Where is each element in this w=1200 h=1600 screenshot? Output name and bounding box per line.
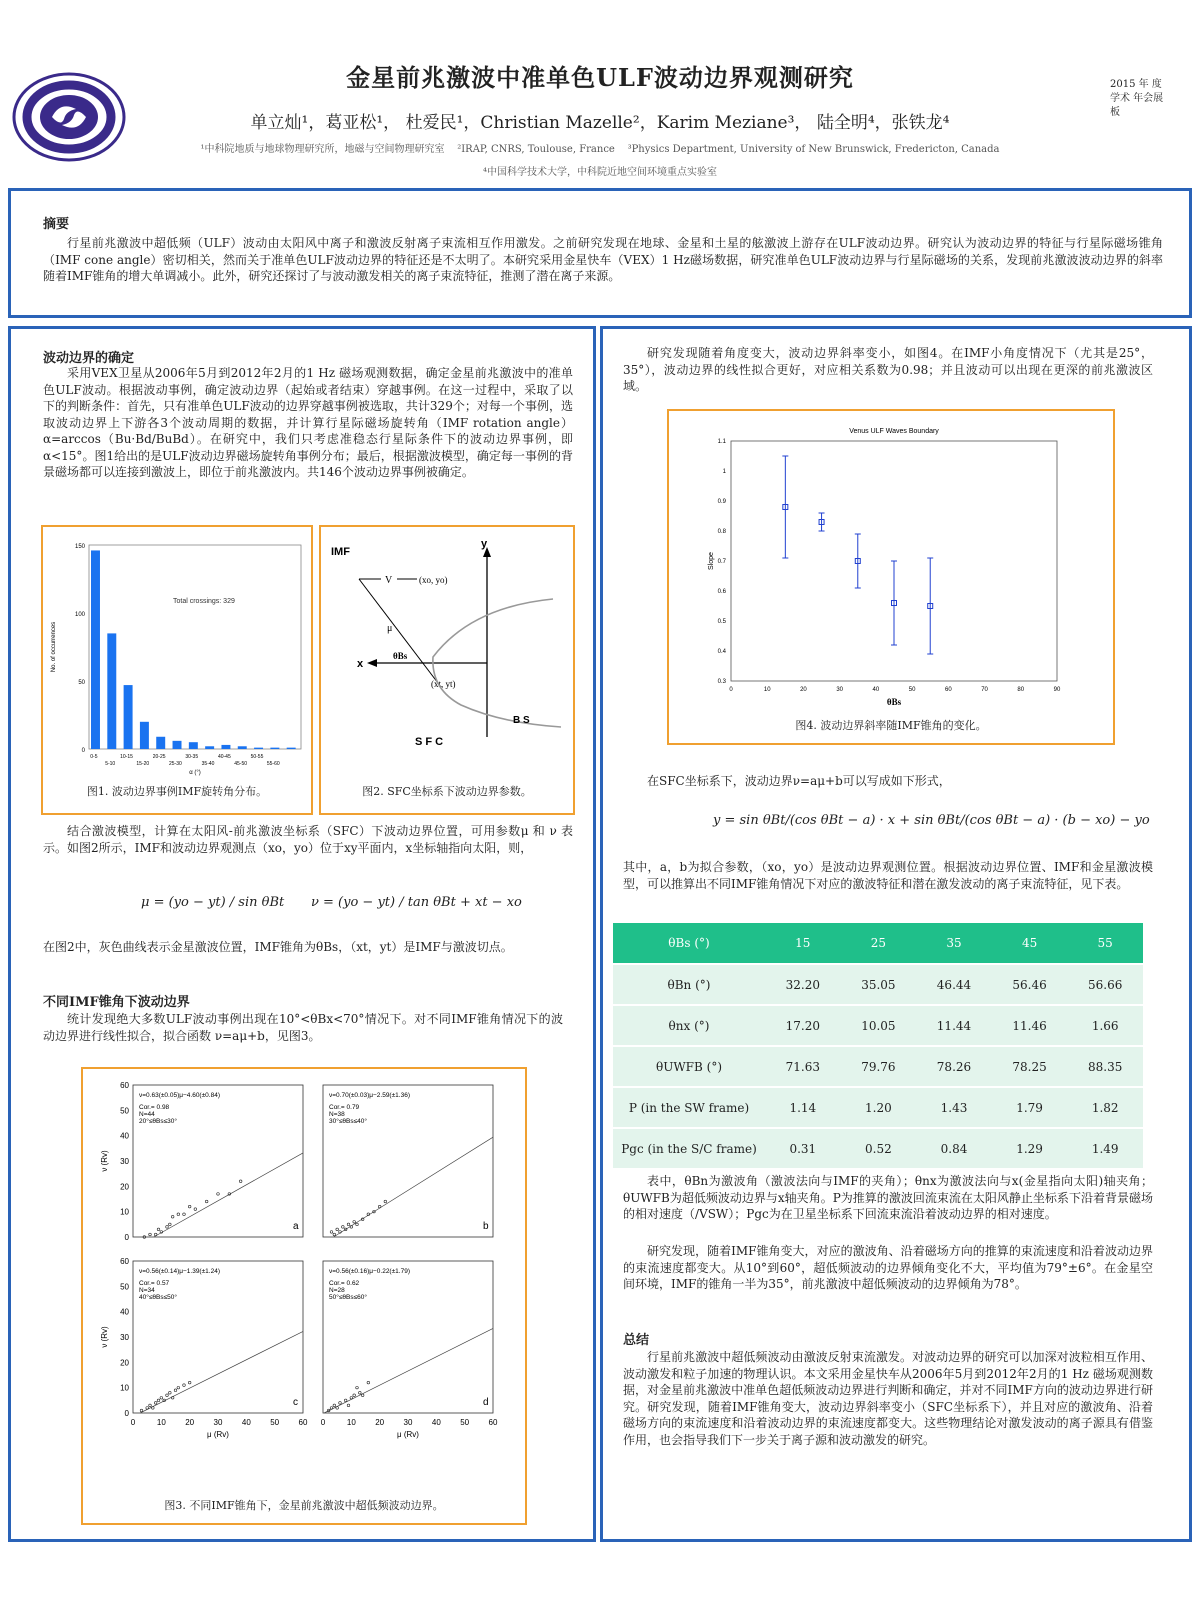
fig3-panel-label: d [483, 1397, 489, 1408]
table-cell: 1.49 [1067, 1128, 1143, 1168]
fig4-x-tick-label: 70 [981, 687, 988, 693]
fig3-y-axis-label: ν (Rv) [100, 1326, 109, 1348]
fig3-data-point [157, 1228, 160, 1231]
fig3-angle-range: 40°≤θBs≤50° [139, 1294, 177, 1301]
fig3-data-point [330, 1231, 333, 1234]
fig3-data-point [140, 1409, 143, 1412]
figure-2-caption: 图2. SFC坐标系下波动边界参数。 [362, 785, 532, 798]
fig4-y-tick-label: 0.9 [717, 499, 726, 505]
fig3-x-tick-label: 20 [375, 1418, 385, 1427]
fig3-data-point [177, 1386, 180, 1389]
fig3-data-point [239, 1180, 242, 1183]
fig3-y-tick-label: 30 [120, 1157, 129, 1166]
label-observation-point: (xo, yo) [419, 575, 448, 585]
fig3-data-point [361, 1394, 364, 1397]
label-mu: μ [387, 623, 393, 634]
fig3-data-point [177, 1213, 180, 1216]
table-cell: 32.20 [765, 964, 841, 1005]
label-theta-bs: θBs [393, 651, 408, 661]
table-cell: 56.46 [992, 964, 1068, 1005]
fig3-count: N=38 [329, 1111, 345, 1118]
right-column [600, 326, 1192, 1542]
fig3-data-point [152, 1407, 155, 1410]
fig3-fit-equation: ν=0.70(±0.03)μ−2.59(±1.36) [329, 1092, 410, 1099]
fig4-title: Venus ULF Waves Boundary [849, 428, 939, 435]
table-cell: 35.05 [841, 964, 917, 1005]
section-wave-boundary-text: 采用VEX卫星从2006年5月到2012年2月的1 Hz 磁场观测数据，确定金星前兆激波中的准单色ULF波动。根据波动事例，确定波动边界（起始或者结束）穿越事例。在这一过程中，采取了以下的判断条件：首先，只有准单色ULF波动的边界穿越事例被选取，共计329个；对每一个事例，选取波动边界上下游各3个波动周期的数据，并计算行星际磁场旋转角（IMF rotation angle）α=arccos（Bu·Bd/BuBd）。在研究中，我们只考虑准稳态行星际条件下的波动边界事例，即α<15°。图1给出的是ULF波动边界磁场旋转角事例分布；最后，根据激波模型，确定每一事例的背景磁场都可以连接到激波上，即位于前兆激波内。共146个波动边界事例被确定。 [43, 366, 573, 479]
fig1-x-tick-label: 5-10 [105, 761, 116, 767]
fig4-x-tick-label: 90 [1053, 687, 1061, 693]
fig3-y-tick-label: 60 [120, 1081, 129, 1090]
fig3-y-tick-label: 50 [120, 1106, 129, 1116]
fig3-panel-label: b [483, 1221, 489, 1232]
section-cone-angle-title: 不同IMF锥角下波动边界 [43, 995, 190, 1010]
fig1-x-axis-label: α (°) [189, 770, 201, 776]
fig3-y-tick-label: 10 [120, 1383, 129, 1393]
table-cell: 46.44 [916, 964, 992, 1005]
fig3-data-point [384, 1200, 387, 1203]
abstract-box [8, 188, 1192, 318]
fig3-count: N=34 [139, 1287, 155, 1294]
fig3-y-tick-label: 60 [120, 1257, 129, 1266]
fig1-bar [238, 746, 247, 749]
fig3-data-point [344, 1399, 347, 1402]
fig3-fit-line [333, 1137, 493, 1237]
label-imf: IMF [331, 546, 350, 558]
fig3-y-tick-label: 40 [120, 1307, 129, 1317]
fig1-plot-frame [89, 545, 301, 749]
fig1-bar [221, 745, 230, 749]
fig3-y-axis-label: ν (Rv) [100, 1150, 109, 1172]
fig3-x-tick-label: 10 [156, 1418, 166, 1427]
fig3-x-tick-label: 40 [431, 1418, 441, 1427]
fig1-x-tick-label: 30-35 [185, 754, 199, 760]
fig1-bar [156, 737, 165, 749]
fig3-y-tick-label: 20 [120, 1182, 129, 1192]
fig3-data-point [188, 1381, 191, 1384]
fig1-x-tick-label: 15-20 [136, 761, 150, 767]
fig3-data-point [146, 1407, 149, 1410]
fig3-angle-range: 50°≤θBs≤60° [329, 1294, 367, 1301]
equation-y: y = sin θBt/(cos θBt − a) · x + sin θBt/(cos θBt − a) · (b − xo) − yo [713, 813, 1150, 828]
table-cell: 11.44 [916, 1005, 992, 1046]
table-cell: 88.35 [1067, 1046, 1143, 1087]
fig3-panel-label: a [293, 1221, 299, 1232]
table-cell: 1.66 [1067, 1005, 1143, 1046]
figure-4-caption: 图4. 波动边界斜率随IMF锥角的变化。 [795, 719, 987, 732]
parameter-text: 其中，a，b为拟合参数，（xo，yo）是波动边界观测位置。根据波动边界位置、IMF和金星激波模型，可以推算出不同IMF锥角情况下对应的激波特征和潜在激发波动的离子束流特征，见下表。 [623, 860, 1153, 891]
fig4-y-tick-label: 0.8 [717, 529, 726, 535]
label-y-axis: y [481, 538, 488, 550]
fig1-x-tick-label: 40-45 [217, 754, 231, 760]
fig4-y-tick-label: 0.6 [717, 589, 726, 595]
fig1-bar [124, 685, 133, 749]
affiliation-1: ¹中科院地质与地球物理研究所，地磁与空间物理研究室 [200, 144, 445, 155]
fig1-x-tick-label: 55-60 [266, 761, 280, 767]
fig3-data-point [342, 1226, 345, 1229]
table-cell: P (in the SW frame) [613, 1087, 765, 1128]
fig1-x-tick-label: 0-5 [90, 754, 98, 760]
table-cell: 56.66 [1067, 964, 1143, 1005]
results-table [613, 923, 1143, 1168]
table-cell: 0.52 [841, 1128, 917, 1168]
fig3-data-point [169, 1223, 172, 1226]
affiliation-4: ⁴中国科学技术大学，中科院近地空间环境重点实验室 [482, 167, 717, 178]
fig4-x-tick-label: 10 [763, 687, 771, 693]
fig3-x-tick-label: 60 [298, 1418, 308, 1427]
table-cell: 1.14 [765, 1087, 841, 1128]
fig3-data-point [347, 1223, 350, 1226]
fig3-data-point [333, 1404, 336, 1407]
fig3-data-point [336, 1228, 339, 1231]
sfc-text: 结合激波模型，计算在太阳风-前兆激波坐标系（SFC）下波动边界位置，可用参数μ 和 ν 表示。如图2所示，IMF和波动边界观测点（xo，yo）位于xy平面内，x坐标轴指向太阳，则， [43, 824, 573, 855]
fig3-data-point [378, 1205, 381, 1208]
fig3-data-point [339, 1402, 342, 1405]
fig3-data-point [356, 1386, 359, 1389]
table-row [613, 964, 1143, 1005]
figure-1 [41, 525, 313, 815]
fig3-data-point [171, 1215, 174, 1218]
fig1-x-tick-label: 45-50 [234, 761, 248, 767]
fig3-x-tick-label: 30 [213, 1418, 223, 1427]
fig4-y-tick-label: 0.7 [717, 559, 726, 565]
fig3-data-point [333, 1233, 336, 1236]
figure-1-chart [43, 527, 311, 777]
fig3-data-point [149, 1233, 152, 1236]
fig3-data-point [353, 1394, 356, 1397]
fig3-x-tick-label: 40 [241, 1418, 251, 1427]
fig3-y-tick-label: 20 [120, 1358, 129, 1368]
fig3-x-tick-label: 10 [346, 1418, 356, 1427]
table-cell: 78.26 [916, 1046, 992, 1087]
figure-3-chart [83, 1069, 525, 1489]
fig3-x-tick-label: 0 [130, 1418, 136, 1427]
fig1-y-tick-label: 100 [74, 612, 85, 618]
fig3-angle-range: 20°≤θBs≤30° [139, 1118, 177, 1125]
fig1-x-tick-label: 25-30 [169, 761, 182, 767]
table-cell: 11.46 [992, 1005, 1068, 1046]
affiliations-line-1 [120, 140, 1080, 155]
fig3-correlation: Cor.= 0.98 [139, 1104, 170, 1111]
fig3-x-axis-label: μ (Rv) [397, 1430, 419, 1439]
fig3-x-tick-label: 30 [403, 1418, 413, 1427]
table-cell: θnx (°) [613, 1005, 765, 1046]
author-list: 单立灿¹，葛亚松¹， 杜爱民¹，Christian Mazelle²，Karim Meziane³， 陆全明⁴，张铁龙⁴ [250, 113, 950, 133]
table-header-cell: 45 [992, 923, 1068, 964]
fig3-data-point [217, 1193, 220, 1196]
fig3-correlation: Cor.= 0.62 [329, 1280, 360, 1287]
table-cell: 78.25 [992, 1046, 1068, 1087]
section-wave-boundary-title: 波动边界的确定 [43, 351, 135, 366]
fig1-y-axis-label: No. of occurrences [51, 621, 57, 673]
fig3-y-tick-label: 10 [120, 1207, 129, 1217]
table-header-cell: 55 [1067, 923, 1143, 964]
fig3-data-point [157, 1399, 160, 1402]
fig3-data-point [194, 1208, 197, 1211]
fig4-y-tick-label: 1 [722, 469, 726, 475]
fig1-bar [287, 748, 296, 749]
fig3-data-point [166, 1226, 169, 1229]
table-cell: 1.20 [841, 1087, 917, 1128]
fig3-y-tick-label: 0 [124, 1409, 129, 1418]
fig4-y-tick-label: 1.1 [717, 439, 726, 445]
fig3-data-point [330, 1407, 333, 1410]
conference-note: 2015 年 度学术 年会展 板 [1110, 79, 1164, 118]
abstract-text: 行星前兆激波中超低频（ULF）波动由太阳风中离子和激波反射离子束流相互作用激发。之前研究发现在地球、金星和土星的舷激波上游存在ULF波动边界。研究认为波动边界的特征与行星际磁场锥角（IMF cone angle）密切相关，然而关于准单色ULF波动边界的特征还是不太明了。本研究采用金星快车（VEX）1 Hz磁场数据，研究准单色ULF波动边界与行星际磁场的关系，发现前兆激波波动边界的斜率随着IMF锥角的增大单调减小。此外，研究还探讨了与波动激发相关的离子束流特征，推测了潜在离子来源。 [43, 236, 1163, 283]
sfc-form-text: 在SFC坐标系下，波动边界ν=aμ+b可以写成如下形式， [647, 774, 951, 788]
figure-4 [667, 409, 1115, 745]
fig1-bar [91, 550, 100, 749]
table-row [613, 1046, 1143, 1087]
figure-2-sfc-diagram [321, 527, 573, 777]
fig3-x-axis-label: μ (Rv) [207, 1430, 229, 1439]
fig1-bar [140, 722, 149, 749]
table-cell: Pgc (in the S/C frame) [613, 1128, 765, 1168]
fig3-y-tick-label: 40 [120, 1131, 129, 1141]
fig1-bar [254, 748, 263, 749]
fig4-y-tick-label: 0.5 [717, 619, 726, 625]
abstract-title: 摘要 [43, 217, 70, 232]
slope-intro-text: 研究发现随着角度变大，波动边界斜率变小，如图4。在IMF小角度情况下（尤其是25°，35°），波动边界的线性拟合更好，对应相关系数为0.98；并且波动可以出现在更深的前兆激波区域。 [623, 346, 1153, 393]
fig3-fit-equation: ν=0.56(±0.14)μ−1.39(±1.24) [139, 1268, 220, 1275]
fig3-data-point [169, 1391, 172, 1394]
fig3-x-tick-label: 50 [270, 1418, 280, 1427]
fig3-fit-line [324, 1328, 493, 1413]
fig1-x-tick-label: 35-40 [201, 761, 215, 767]
left-column [8, 326, 596, 1542]
figure-2 [319, 525, 575, 815]
fig4-y-axis-label: Slope [708, 552, 715, 570]
label-sfc: S F C [415, 736, 444, 748]
table-cell: 79.76 [841, 1046, 917, 1087]
table-cell: 1.43 [916, 1087, 992, 1128]
fig3-data-point [154, 1233, 157, 1236]
section-cone-angle-text: 统计发现绝大多数ULF波动事例出现在10°<θBx<70°情况下。对不同IMF锥角情况下的波动边界进行线性拟合，拟合函数 ν=aμ+b，见图3。 [43, 1012, 563, 1043]
fig1-annotation: Total crossings: 329 [173, 598, 235, 605]
table-cell: 17.20 [765, 1005, 841, 1046]
table-header-cell: θBs (°) [613, 923, 765, 964]
poster-title: 金星前兆激波中准单色ULF波动边界观测研究 [346, 63, 854, 92]
fig3-fit-line [140, 1331, 303, 1413]
table-row [613, 1087, 1143, 1128]
fig3-x-tick-label: 0 [320, 1418, 326, 1427]
fig1-bar [205, 746, 214, 749]
summary-text: 行星前兆激波中超低频波动由激波反射束流激发。对波动边界的研究可以加深对波粒相互作用、波动激发和粒子加速的物理认识。本文采用金星快车从2006年5月到2012年2月的1 Hz 磁场观测数据，对金星前兆激波中准单色超低频波动边界进行判断和确定，并对不同IMF方向的波动边界进行研究。研究发现，随着IMF锥角变大，波动边界斜率变小（SFC坐标系下），并且对应的激波角、沿着磁场方向的束流速度和沿着波动边界的束流速度都变大。这些物理结论对激发波动的离子源具有借鉴作用，也会指导我们下一步关于离子源和波动激发的研究。 [623, 1350, 1153, 1447]
fig3-data-point [160, 1397, 163, 1400]
fig1-x-tick-label: 50-55 [250, 754, 264, 760]
figure-4-chart [669, 411, 1113, 711]
fig3-data-point [183, 1213, 186, 1216]
figure-1-caption: 图1. 波动边界事例IMF旋转角分布。 [86, 785, 268, 798]
fig3-data-point [149, 1404, 152, 1407]
fig3-data-point [174, 1389, 177, 1392]
fig4-y-tick-label: 0.4 [717, 649, 726, 655]
fig4-x-tick-label: 60 [944, 687, 952, 693]
affiliation-2: ²IRAP, CNRS, Toulouse, France [457, 144, 615, 155]
fig4-x-tick-label: 80 [1017, 687, 1025, 693]
fig4-x-tick-label: 0 [729, 687, 733, 693]
table-cell: 0.84 [916, 1128, 992, 1168]
fig3-correlation: Cor.= 0.57 [139, 1280, 170, 1287]
fig3-x-tick-label: 20 [185, 1418, 195, 1427]
fig4-x-axis-label: θBs [886, 697, 902, 707]
fig3-correlation: Cor.= 0.79 [329, 1104, 360, 1111]
label-tangent-point: (xt, yt) [431, 679, 456, 689]
table-cell: 71.63 [765, 1046, 841, 1087]
table-header-cell: 15 [765, 923, 841, 964]
equation-nu: ν = (yo − yt) / tan θBt + xt − xo [311, 895, 522, 910]
fig3-data-point [353, 1221, 356, 1224]
fig3-data-point [188, 1205, 191, 1208]
fig3-data-point [336, 1407, 339, 1410]
fig3-x-tick-label: 60 [488, 1418, 498, 1427]
fig3-data-point [367, 1381, 370, 1384]
fig4-x-tick-label: 50 [908, 687, 916, 693]
fig3-y-tick-label: 30 [120, 1333, 129, 1342]
table-note-1: 表中，θBn为激波角（激波法向与IMF的夹角）；θnx为激波法向与x(金星指向太阳)轴夹角；θUWFB为超低频波动边界与x轴夹角。P为推算的激波回流束流在太阳风静止坐标系下沿着背景磁场的相对速度（/VSW）；Pgc为在卫星坐标系下回流束流沿着波动边界的相对速度。 [623, 1174, 1153, 1221]
fig4-x-tick-label: 20 [800, 687, 807, 693]
fig3-fit-equation: ν=0.56(±0.16)μ−0.22(±1.79) [329, 1268, 410, 1275]
fig3-data-point [183, 1384, 186, 1387]
table-cell: 1.82 [1067, 1087, 1143, 1128]
table-note-2: 研究发现，随着IMF锥角变大，对应的激波角、沿着磁场方向的推算的束流速度和沿着波动边界的束流速度都变大。从10°到60°，超低频波动的边界倾角变化不大，平均值为79°±6°。在金星空间环境，IMF的锥角一半为35°，前兆激波中超低频波动的边界倾角为78°。 [623, 1244, 1153, 1291]
institute-logo [12, 72, 126, 162]
figure-2-note: 在图2中，灰色曲线表示金星激波位置，IMF锥角为θBs，（xt，yt）是IMF与激波切点。 [43, 940, 513, 954]
fig3-fit-equation: ν=0.63(±0.05)μ−4.60(±0.84) [139, 1092, 220, 1099]
label-v: V [385, 575, 393, 586]
fig3-data-point [166, 1394, 169, 1397]
fig1-y-tick-label: 150 [74, 544, 85, 550]
fig1-bar [189, 742, 198, 749]
affiliation-3: ³Physics Department, University of New Brunswick, Fredericton, Canada [627, 144, 1000, 155]
table-cell: 10.05 [841, 1005, 917, 1046]
table-row [613, 1128, 1143, 1168]
fig3-data-point [347, 1404, 350, 1407]
label-x-axis: x [357, 658, 364, 670]
fig3-data-point [359, 1391, 362, 1394]
figure-3 [81, 1067, 527, 1525]
table-cell: 1.79 [992, 1087, 1068, 1128]
table-cell: θUWFB (°) [613, 1046, 765, 1087]
fig3-y-tick-label: 50 [120, 1282, 129, 1292]
fig4-x-tick-label: 40 [872, 687, 880, 693]
fig1-x-tick-label: 10-15 [120, 754, 133, 760]
fig1-y-tick-label: 0 [81, 748, 85, 754]
fig3-data-point [154, 1402, 157, 1405]
fig4-x-tick-label: 30 [836, 687, 844, 693]
fig1-y-tick-label: 50 [78, 680, 85, 686]
fig3-count: N=44 [139, 1111, 155, 1118]
summary-title: 总结 [623, 1333, 650, 1348]
fig3-count: N=28 [329, 1287, 345, 1294]
fig3-data-point [350, 1397, 353, 1400]
fig1-x-tick-label: 20-25 [152, 754, 166, 760]
fig1-bar [173, 741, 182, 749]
table-row [613, 1005, 1143, 1046]
fig3-x-tick-label: 50 [460, 1418, 470, 1427]
figure-3-caption: 图3. 不同IMF锥角下，金星前兆激波中超低频波动边界。 [164, 1499, 444, 1512]
fig1-bar [107, 633, 116, 749]
fig3-angle-range: 30°≤θBs≤40° [329, 1118, 367, 1125]
label-bs: B S [513, 715, 530, 726]
fig1-bar [270, 748, 279, 749]
table-cell: 0.31 [765, 1128, 841, 1168]
equation-mu: μ = (yo − yt) / sin θBt [141, 895, 285, 910]
fig4-y-tick-label: 0.3 [717, 679, 726, 685]
fig3-y-tick-label: 0 [124, 1233, 129, 1242]
fig3-data-point [205, 1200, 208, 1203]
fig3-panel-label: c [293, 1397, 298, 1408]
table-cell: θBn (°) [613, 964, 765, 1005]
table-cell: 1.29 [992, 1128, 1068, 1168]
table-header-cell: 25 [841, 923, 917, 964]
table-header-cell: 35 [916, 923, 992, 964]
fig3-data-point [356, 1223, 359, 1226]
